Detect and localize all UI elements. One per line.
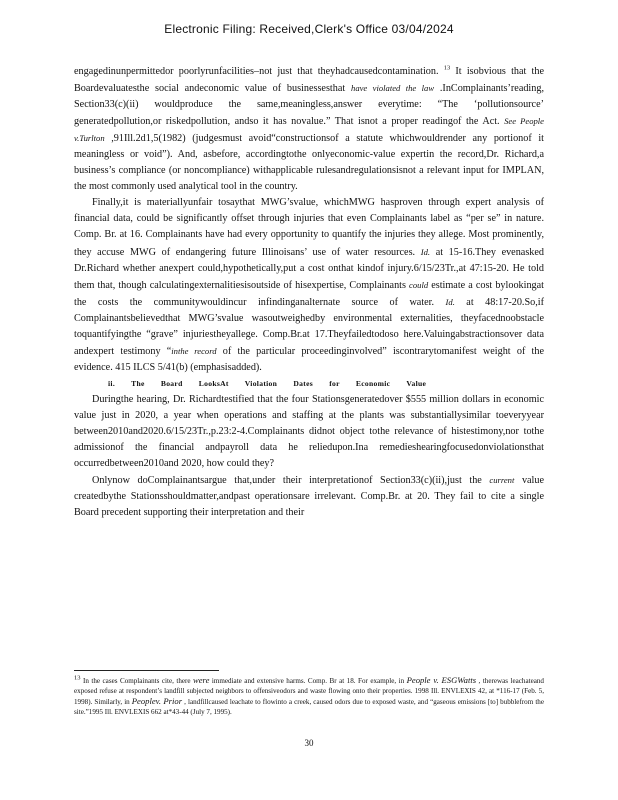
p1-citation-italic: See People v.Turlton: [74, 116, 544, 144]
page-number: 30: [304, 738, 314, 748]
footnote-13: [74, 675, 544, 717]
footnote-divider: [74, 670, 219, 671]
p4-text-a: Onlynow doComplainantsargue that,under their interpretationof Section33(c)(ii),just the: [92, 475, 490, 487]
footnote-ref-13[interactable]: 13: [443, 64, 451, 72]
p2-italic-id-2: Id.: [445, 296, 455, 307]
p2-italic-id-1: Id.: [420, 246, 431, 257]
paragraph-1: [74, 64, 544, 195]
fn-citation-esg-watts: People v. ESGWatts: [406, 675, 477, 685]
paragraph-4: [74, 472, 544, 521]
section-heading: ii. The Board LooksAt Violation Dates for Economic Value: [108, 378, 427, 388]
p4-text-b: value createdbythe Stationsshouldmatter,andpast operationsare irrelevant. Comp.Br. at 20. They fail to cite a single Board precedent supporting their interpretation and their: [74, 475, 545, 519]
p2-text-d: at 48:17-20.So,if Complainantsbelievedthat MWG’svalue wasoutweighedby environmental externalities, theyfacednoobstacle toquantifyingthe “grave” injuriestheyallege. Comp.Br.at 17.Theyfailedtodoso here.Valuingabstractionsover data andexpert testimony “: [74, 296, 544, 357]
p1-italic-1: have violated the law: [351, 83, 435, 94]
fn-text-b: immediate and extensive harms. Comp. Br at 18. For example, in: [209, 677, 407, 685]
fn-text-c: , therewas leachateand exposed refuse at respondent’s landfill subjected neighbors to offensiveodors and waste flowing onto their properties. 1998 Ill. ENVLEXIS 42, at *116-17 (Feb. 5, 1998). Similarly, in: [74, 677, 544, 706]
fn-text-a: In the cases Complainants cite, there: [80, 677, 194, 685]
p1-text-b: It isobvious that the Boardevaluatesthe social andeconomic value of businessesthat: [74, 66, 545, 95]
fn-citation-prior: Peoplev. Prior: [131, 696, 183, 706]
p2-text-c: estimate a cost bylookingat the costs the communitywouldincur infindinganalternate source of water.: [74, 279, 545, 308]
paragraph-2: [74, 195, 544, 376]
paragraph-3: Duringthe hearing, Dr. Richardtestified that the four Stationsgeneratedover $555 million dollars in economic value just in 2020, a year when operations and staffing at the plants was substantiallysimilar toeveryyear between2010and2020.6/15/23Tr.,p.23:2-4.Complainants didnot object tothe relevance of histestimony,nor tothe admissionof the financial andpayroll data he reliedupon.Ina remedieshearingfocusedonviolationsthat occurredbetween2010and 2020, how could they?: [74, 393, 544, 470]
p2-italic-could: could: [409, 279, 429, 290]
p2-italic-record: inthe record: [171, 345, 217, 356]
p1-text-a: engagedinunpermittedor poorlyrunfacilities–not just that theyhadcausedcontamination.: [74, 66, 439, 77]
filing-header: Electronic Filing: Received,Clerk's Office 03/04/2024: [164, 22, 454, 36]
p4-italic-current: current: [489, 475, 515, 486]
p2-text-b: at 15-16.They evenasked Dr.Richard whether anexpert could,hypothetically,put a cost onthat kindof injury.6/15/23Tr.,at 47:15-20. He told them that, though calculatingexternalitiesisoutside of hisexpertise, Complainants: [74, 246, 544, 291]
document-body: [74, 64, 544, 521]
p2-text-e: of the particular proceedinginvolved” iscontrarytomanifest weight of the evidence. 415 ILCS 5/41(b) (emphasisadded).: [74, 345, 544, 373]
p2-text-a: Finally,it is materiallyunfair tosaythat MWG’svalue, whichMWG hasproven through expert analysis of financial data, could be significantly offset through injuries that even Complainants label as “per se” in nature. Comp. Br. at 16. Complainants have had every opportunity to quantify the injuries they allege. Most prominently, they accuse MWG of endangering future Illinoisans’ use of water resources.: [74, 197, 544, 258]
p1-text-d: ,91Ill.2d1,5(1982) (judgesmust avoid“constructionsof a statute whichwouldrender any portionof it meaningless or void”). And, asbefore, accordingtothe onlyeconomic-value expertin the record,Dr. Richard,a business’s compliance (or noncompliance) withapplicable rulesandregulationsisnot a relevant input for IMPLAN, the most commonly used analytical tool in the country.: [74, 133, 544, 193]
fn-text-d: , landfillcaused leachate to flowinto a creek, caused odors due to exposed waste, and “gaseous emissions [to] bubblefrom the site.”1995 Ill. ENVLEXIS 662 at*43-44 (July 7, 1995).: [74, 698, 544, 716]
footnote-number: 13: [74, 674, 81, 682]
p1-text-c: .InComplainants’reading, Section33(c)(ii) wouldproduce the same,meaningless,answer everytime: “The ‘pollutionsource’ generatedpollution,or riskedpollution, andso it has novalue.” That isnot a proper readingof the Act.: [74, 83, 545, 128]
fn-italic-were: were: [193, 675, 210, 685]
